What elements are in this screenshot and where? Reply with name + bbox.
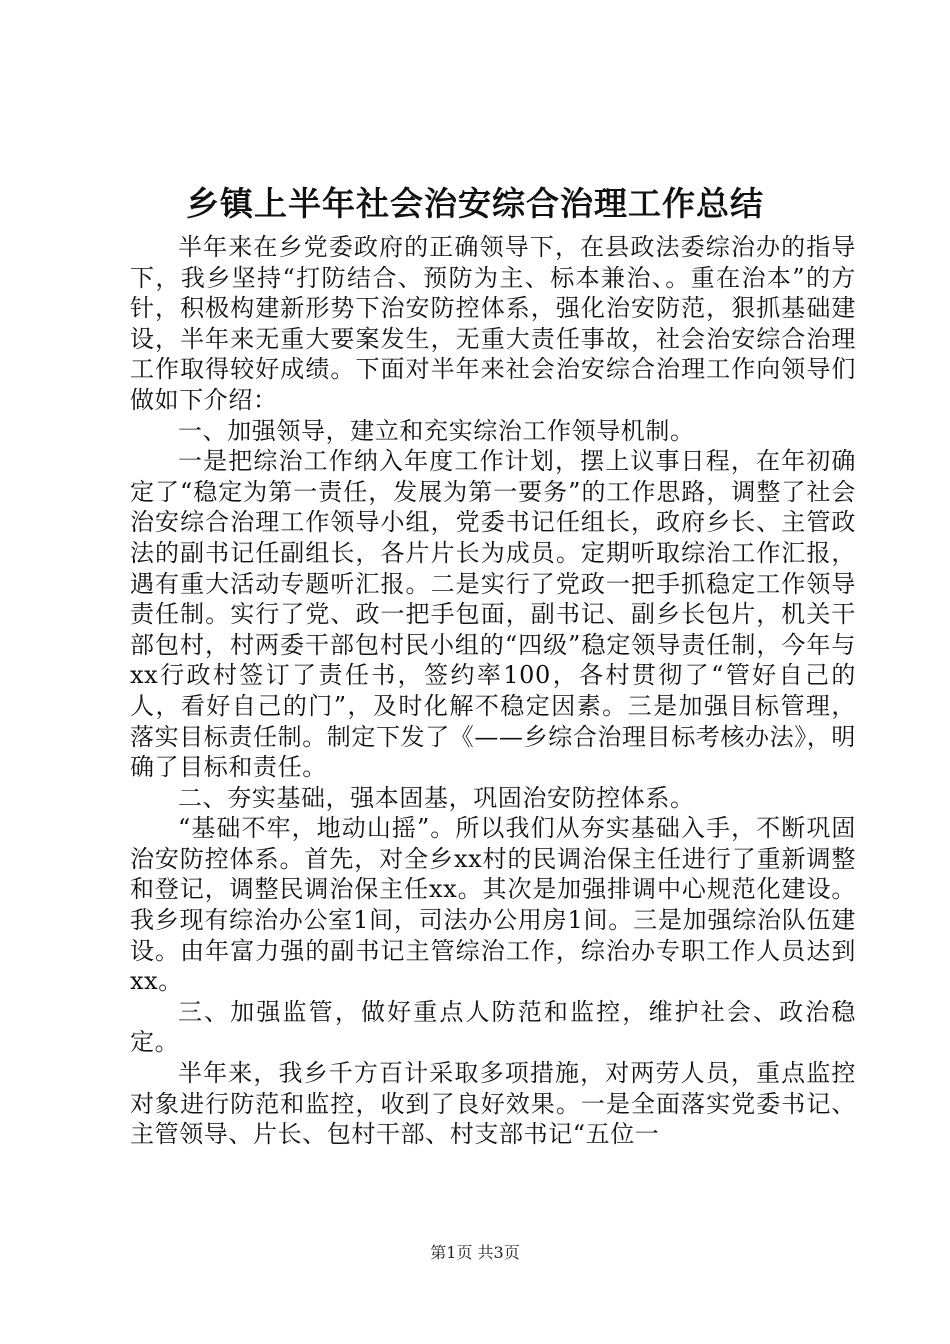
document-body	[130, 232, 856, 1150]
page-footer: 第1页 共3页	[430, 1243, 520, 1262]
section-heading-2: 二、夯实基础，强本固基，巩固治安防控体系。	[178, 783, 695, 812]
paragraph-section-1: 一是把综治工作纳入年度工作计划，摆上议事日程，在年初确定了“稳定为第一责任，发展为第一要务”的工作思路，调整了社会治安综合治理工作领导小组，党委书记任组长，政府乡长、主管政法的副书记任副组长，各片片长为成员。定期听取综治工作汇报，遇有重大活动专题听汇报。二是实行了党政一把手抓稳定工作领导责任制。实行了党、政一把手包面，副书记、副乡长包片，机关干部包村，村两委干部包村民小组的“四级”稳定领导责任制，今年与xx行政村签订了责任书，签约率100，各村贯彻了“管好自己的人，看好自己的门”，及时化解不稳定因素。三是加强目标管理，落实目标责任制。制定下发了《——乡综合治理目标考核办法》，明确了目标和责任。	[130, 447, 856, 782]
document-title: 乡镇上半年社会治安综合治理工作总结	[186, 184, 764, 223]
paragraph-section-2: “基础不牢，地动山摇”。所以我们从夯实基础入手，不断巩固治安防控体系。首先，对全乡xx村的民调治保主任进行了重新调整和登记，调整民调治保主任xx。其次是加强排调中心规范化建设。我乡现有综治办公室1间，司法办公用房1间。三是加强综治队伍建设。由年富力强的副书记主管综治工作，综治办专职工作人员达到xx。	[130, 814, 856, 996]
section-heading-3: 三、加强监管，做好重点人防范和监控，维护社会、政治稳定。	[130, 997, 856, 1057]
paragraph-section-3: 半年来，我乡千方百计采取多项措施，对两劳人员，重点监控对象进行防范和监控，收到了良好效果。一是全面落实党委书记、主管领导、片长、包村干部、村支部书记“五位一	[130, 1059, 856, 1149]
paragraph-intro: 半年来在乡党委政府的正确领导下，在县政法委综治办的指导下，我乡坚持“打防结合、预防为主、标本兼治、。重在治本”的方针，积极构建新形势下治安防控体系，强化治安防范，狠抓基础建设，半年来无重大要案发生，无重大责任事故，社会治安综合治理工作取得较好成绩。下面对半年来社会治安综合治理工作向领导们做如下介绍：	[130, 233, 856, 414]
section-heading-1: 一、加强领导，建立和充实综治工作领导机制。	[178, 416, 695, 445]
